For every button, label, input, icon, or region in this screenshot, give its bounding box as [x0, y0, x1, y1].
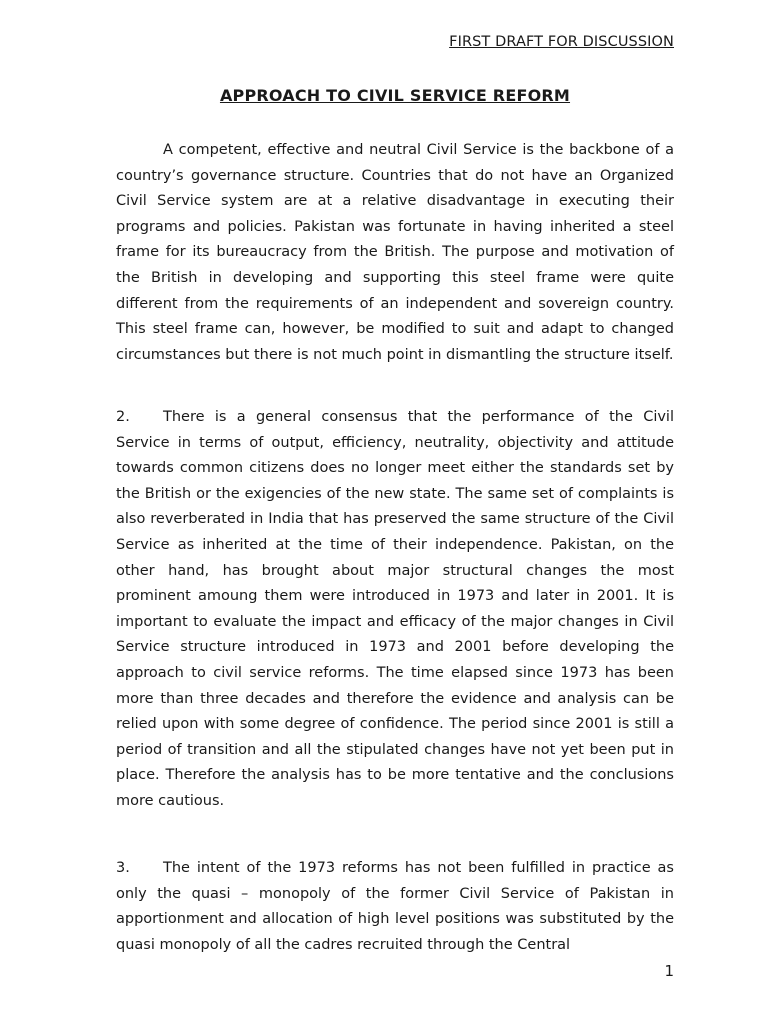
- paragraph-2-number: 2.: [116, 409, 130, 425]
- paragraph-1-text: A competent, effective and neutral Civil Service is the backbone of a country’s governance structure. Countries that do not have an Organized Civil Service system are at a relative disadvantage in executing their programs and policies. Pakistan was fortunate in having inherited a steel frame for its bureaucracy from the British. The purpose and motivation of the British in developing and supporting this steel frame were quite different from the requirements of an independent and sovereign country. This steel frame can, however, be modified to suit and adapt to changed circumstances but there is not much point in dismantling the structure itself.: [116, 142, 674, 363]
- paragraph-2-text: There is a general consensus that the performance of the Civil Service in terms of output, efficiency, neutrality, objectivity and attitude towards common citizens does no longer meet either the standards set by the British or the exigencies of the new state. The same set of complaints is also reverberated in India that has preserved the same structure of the Civil Service as inherited at the time of their independence. Pakistan, on the other hand, has brought about major structural changes the most prominent amoung them were introduced in 1973 and later in 2001. It is important to evaluate the impact and efficacy of the major changes in Civil Service structure introduced in 1973 and 2001 before developing the approach to civil service reforms. The time elapsed since 1973 has been more than three decades and therefore the evidence and analysis can be relied upon with some degree of confidence. The period since 2001 is still a period of transition and all the stipulated changes have not yet been put in place. Therefore the analysis has to be more tentative and the conclusions more cautious.: [116, 409, 674, 809]
- draft-header-note: FIRST DRAFT FOR DISCUSSION: [449, 34, 674, 50]
- paragraph-3: [116, 856, 674, 958]
- paragraph-3-number: 3.: [116, 860, 130, 876]
- paragraph-1: [116, 138, 674, 368]
- paragraph-2: [116, 405, 674, 815]
- page-number: 1: [664, 962, 674, 980]
- paragraph-3-text: The intent of the 1973 reforms has not been fulfilled in practice as only the quasi – monopoly of the former Civil Service of Pakistan in apportionment and allocation of high level positions was substituted by the quasi monopoly of all the cadres recruited through the Central: [116, 860, 674, 953]
- document-title: APPROACH TO CIVIL SERVICE REFORM: [219, 86, 571, 105]
